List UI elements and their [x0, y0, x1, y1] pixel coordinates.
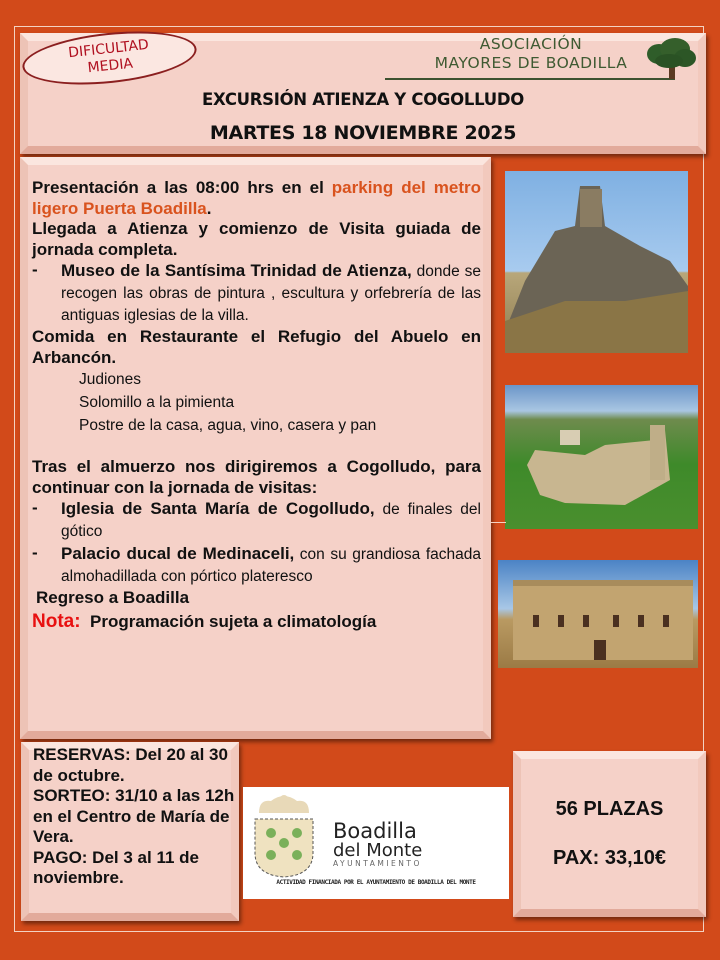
program-content [32, 178, 481, 632]
photo-cogolludo-castle [505, 385, 698, 529]
association-name: ASOCIACIÓN MAYORES DE BOADILLA [434, 35, 628, 72]
sponsor-subtitle: AYUNTAMIENTO [333, 859, 422, 868]
meeting-point: Presentación a las 08:00 hrs en el parking del metro ligero Puerta Boadilla. [32, 178, 481, 218]
excursion-date: MARTES 18 NOVIEMBRE 2025 [209, 122, 517, 144]
lunch-text: Comida en Restaurante el Refugio del Abuelo en Arbancón. [32, 327, 481, 367]
coat-of-arms-icon [249, 791, 319, 879]
note [32, 612, 481, 633]
difficulty-label: DIFICULTAD [67, 36, 150, 62]
menu-item: Solomillo a la pimienta [79, 394, 235, 411]
divider-line [490, 522, 506, 523]
payment-dates: PAGO: Del 3 al 11 de noviembre. [33, 847, 199, 887]
meeting-location: parking del metro ligero Puerta Boadilla [32, 178, 481, 218]
price-per-person: PAX: 33,10€ [552, 847, 667, 869]
note-label: Nota: [32, 610, 81, 632]
tree-logo-icon [645, 36, 697, 80]
palace-facade-image [498, 560, 698, 668]
photo-atienza-castle [505, 171, 688, 353]
list-item-palace: - Palacio ducal de Medinaceli, con su grandiosa fachada almohadillada con pórtico plateresco [32, 543, 481, 585]
difficulty-level: MEDIA [86, 55, 134, 77]
sponsor-name: Boadilla [333, 819, 417, 843]
sponsor-footer: ACTIVIDAD FINANCIADA POR EL AYUNTAMIENTO DE BOADILLA DEL MONTE [276, 879, 476, 886]
sponsor-name-2: del Monte [333, 840, 423, 861]
menu-item: Postre de la casa, agua, vino, casera y pan [79, 417, 377, 434]
note-text: Programación sujeta a climatología [90, 611, 377, 631]
lunch-menu [32, 368, 481, 437]
arrival-text: Llegada a Atienza y comienzo de Visita guiada de jornada completa. [32, 219, 481, 259]
photo-medinaceli-palace [498, 560, 698, 668]
reservation-dates: RESERVAS: Del 20 al 30 de octubre. [33, 745, 228, 785]
return-text: Regreso a Boadilla [36, 588, 190, 607]
castle-rock-image [505, 171, 688, 353]
excursion-title: EXCURSIÓN ATIENZA Y COGOLLUDO [202, 90, 524, 109]
afternoon-text: Tras el almuerzo nos dirigiremos a Cogolludo, para continuar con la jornada de visitas: [32, 457, 481, 497]
menu-item: Judiones [79, 371, 142, 388]
castle-ruins-image [505, 385, 698, 529]
places-count: 56 PLAZAS [555, 798, 664, 820]
booking-info [33, 745, 238, 889]
sponsor-logo [243, 787, 509, 899]
list-item-church: - Iglesia de Santa María de Cogolludo, de finales del gótico [32, 498, 481, 540]
association-underline [385, 78, 675, 80]
list-item-museum: - Museo de la Santísima Trinidad de Atienza, donde se recogen las obras de pintura , escultura y orfebrería de las antiguas iglesias de la villa. [32, 260, 481, 324]
draw-info: SORTEO: 31/10 a las 12h en el Centro de María de Vera. [33, 786, 235, 846]
